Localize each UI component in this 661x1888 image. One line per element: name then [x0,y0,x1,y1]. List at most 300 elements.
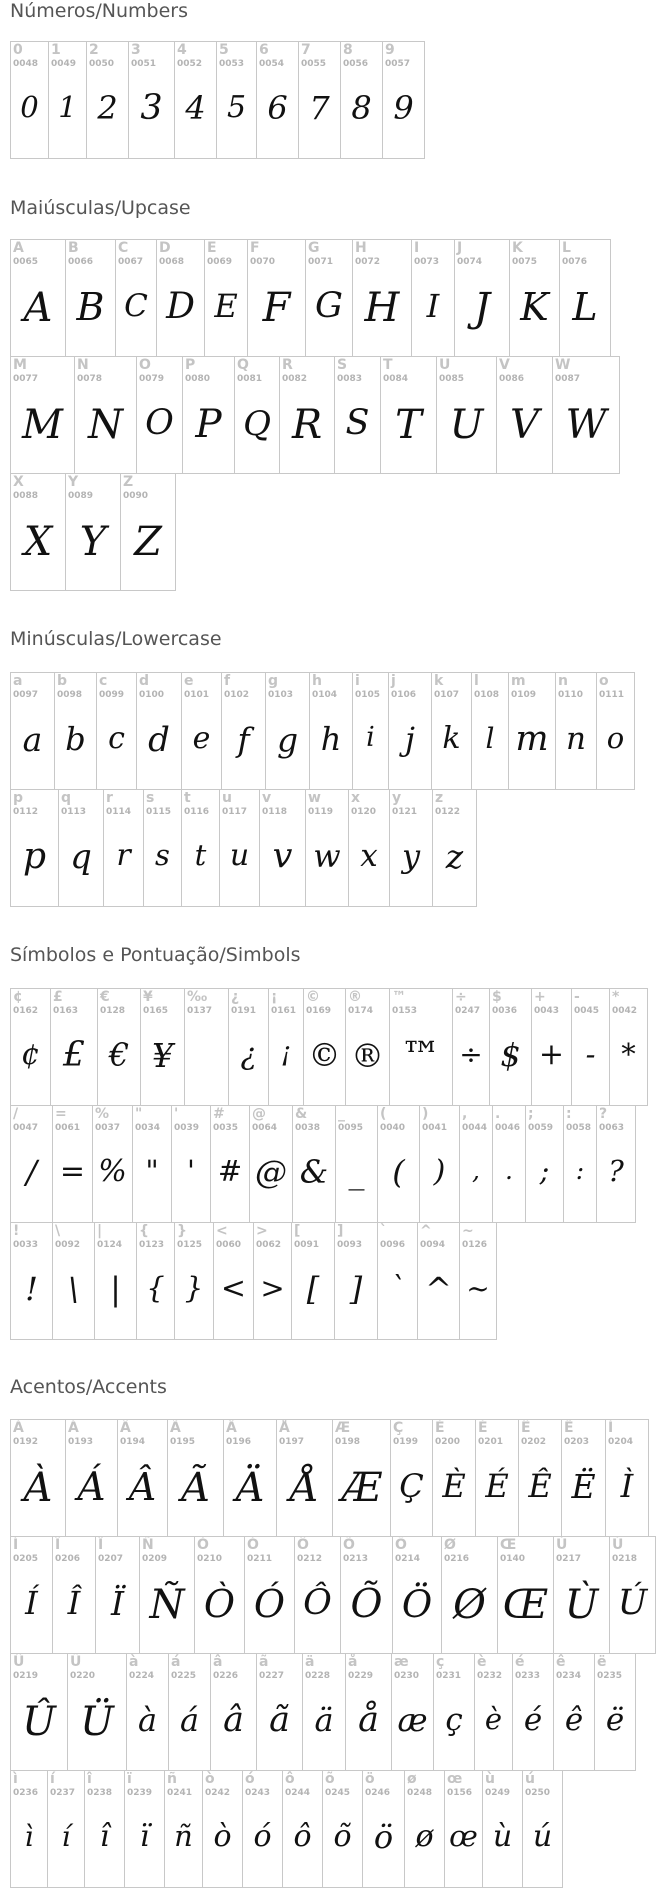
glyph-code-label: 0073 [414,257,440,267]
glyph-code-label: 0058 [566,1123,592,1133]
glyph-sample: Â [128,1465,157,1509]
glyph-char-label: à [129,1654,139,1670]
glyph-code-label: 0211 [247,1554,273,1564]
glyph-code-label: 0105 [355,690,381,700]
glyph-cell [390,1419,433,1537]
glyph-sample: Ï [110,1584,125,1623]
glyph-code-label: 0095 [338,1123,364,1133]
glyph-sample: # [217,1154,243,1188]
glyph-cell [174,41,217,159]
glyph-char-label: â [213,1654,223,1670]
glyph-cell [48,41,87,159]
glyph-sample: \ [68,1270,79,1308]
glyph-sample: æ [397,1701,428,1739]
glyph-code-label: 0115 [146,807,172,817]
glyph-sample: 9 [393,89,414,127]
glyph-char-label: Ò [197,1537,209,1553]
glyph-sample: ñ [174,1819,193,1853]
glyph-cell [86,41,129,159]
glyph-sample: 2 [97,89,118,127]
glyph-code-label: 0235 [597,1671,623,1681]
glyph-cell [210,1653,257,1771]
glyph-char-label: Í [13,1537,19,1553]
glyph-sample: å [358,1700,379,1740]
glyph-sample: @ [255,1153,287,1191]
glyph-sample: } [184,1271,204,1305]
glyph-sample: Á [77,1465,106,1510]
glyph-sample: Ç [399,1467,424,1505]
glyph-cell [389,988,453,1106]
glyph-char-label: * [612,989,620,1005]
glyph-code-label: 0227 [259,1671,285,1681]
glyph-cell [65,473,121,591]
glyph-code-label: 0218 [612,1554,638,1564]
glyph-sample: P [195,402,222,447]
glyph-code-label: 0045 [574,1006,600,1016]
glyph-cell [596,1105,636,1223]
glyph-code-label: 0063 [599,1123,625,1133]
glyph-sample: Î [67,1584,81,1622]
glyph-sample: t [194,838,207,872]
glyph-code-label: 0236 [13,1788,39,1798]
glyph-char-label: É [478,1420,488,1436]
glyph-cell [74,356,137,474]
glyph-cell [139,1536,195,1654]
glyph-sample: ì [24,1820,34,1853]
glyph-cell [332,1419,391,1537]
glyph-cell [10,473,66,591]
glyph-code-label: 0210 [197,1554,223,1564]
glyph-char-label: ù [485,1771,495,1787]
glyph-sample: ä [314,1701,334,1739]
glyph-code-label: 0053 [219,59,245,69]
glyph-code-label: 0217 [556,1554,582,1564]
glyph-cell [362,1770,405,1888]
glyph-cell [103,789,144,907]
glyph-char-label: 1 [51,42,61,58]
glyph-code-label: 0219 [13,1671,39,1681]
glyph-cell [432,789,477,907]
glyph-char-label: J [457,240,463,256]
section-title-numbers: Números/Numbers [10,0,188,22]
glyph-sample: 3 [140,88,163,128]
glyph-sample: q [70,837,92,877]
glyph-cell [52,1222,95,1340]
glyph-cell [441,1536,498,1654]
glyph-code-label: 0196 [226,1437,252,1447]
glyph-code-label: 0216 [444,1554,470,1564]
glyph-char-label: 5 [219,42,229,58]
glyph-code-label: 0231 [436,1671,462,1681]
glyph-sample: Ê [528,1467,552,1505]
glyph-char-label: - [574,989,580,1005]
glyph-cell [242,1770,283,1888]
glyph-cell [124,1770,165,1888]
glyph-sample: o [606,721,625,755]
glyph-cell [52,1536,96,1654]
glyph-sample: 6 [267,89,288,127]
glyph-code-label: 0192 [13,1437,39,1447]
glyph-char-label: P [185,357,196,373]
glyph-cell [340,41,383,159]
glyph-sample: Æ [341,1465,382,1511]
glyph-sample: Ü [80,1699,114,1745]
glyph-char-label: ® [348,989,362,1005]
glyph-code-label: 0048 [13,59,39,69]
glyph-code-label: 0199 [393,1437,419,1447]
glyph-code-label: 0080 [185,374,211,384]
glyph-sample: d [148,720,170,760]
glyph-char-label: K [512,240,523,256]
glyph-code-label: 0081 [237,374,263,384]
glyph-sample: Ä [235,1465,265,1511]
glyph-sample: ù [492,1819,513,1854]
glyph-sample: õ [333,1819,352,1854]
glyph-sample: ø [415,1819,434,1854]
glyph-char-label: æ [394,1654,409,1670]
glyph-sample: ï [139,1819,150,1854]
glyph-char-label: ø [407,1771,417,1787]
glyph-char-label: ! [13,1223,20,1239]
glyph-cell [380,356,437,474]
glyph-char-label: Ù [556,1537,568,1553]
glyph-char-label: ‰ [187,989,208,1005]
glyph-cell [47,1770,85,1888]
glyph-cell [136,356,183,474]
glyph-cell [194,1536,245,1654]
glyph-char-label: Ï [98,1537,104,1553]
glyph-code-label: 0107 [434,690,460,700]
glyph-cell [334,1222,378,1340]
glyph-cell [10,988,51,1106]
glyph-cell [256,1653,303,1771]
glyph-cell [268,988,304,1106]
glyph-sample: $ [500,1036,521,1074]
glyph-sample: + [538,1037,565,1072]
glyph-char-label: ( [380,1106,387,1122]
glyph-char-label: ) [422,1106,429,1122]
glyph-cell [431,672,472,790]
glyph-cell [417,1222,460,1340]
glyph-char-label: | [97,1223,103,1239]
glyph-sample: O [145,403,174,443]
glyph-char-label: & [295,1106,308,1122]
glyph-char-label: : [566,1106,572,1122]
glyph-code-label: 0055 [301,59,327,69]
glyph-char-label: ' [174,1106,179,1122]
glyph-char-label: } [177,1223,187,1239]
glyph-cell [305,239,353,357]
glyph-sample: € [108,1036,130,1074]
glyph-cell [509,239,560,357]
glyph-char-label: h [312,673,322,689]
glyph-char-label: L [562,240,571,256]
glyph-char-label: Ü [70,1654,82,1670]
glyph-sample: Ò [203,1582,236,1626]
glyph-cell [10,41,49,159]
glyph-char-label: V [499,357,510,373]
glyph-char-label: , [462,1106,468,1122]
glyph-sample: ? [608,1154,624,1188]
glyph-cell [181,789,220,907]
glyph-char-label: ë [597,1654,607,1670]
glyph-char-label: u [222,790,232,806]
glyph-char-label: Á [68,1420,79,1436]
glyph-cell [10,672,55,790]
glyph-char-label: w [308,790,321,806]
glyph-code-label: 0113 [61,807,87,817]
glyph-char-label: ò [205,1771,215,1787]
glyph-char-label: 7 [301,42,311,58]
glyph-char-label: m [511,673,526,689]
glyph-char-label: I [414,240,420,256]
glyph-code-label: 0084 [383,374,409,384]
glyph-sample: À [23,1465,53,1511]
glyph-cell [553,1536,610,1654]
glyph-cell [132,1105,172,1223]
glyph-cell [452,988,490,1106]
glyph-sample: w [313,837,341,875]
glyph-sample: ê [564,1702,584,1738]
glyph-sample: / [26,1153,37,1191]
glyph-cell [433,1653,475,1771]
glyph-cell [276,1419,333,1537]
glyph-sample: Í [25,1584,38,1622]
glyph-cell [404,1770,445,1888]
glyph-char-label: k [434,673,444,689]
glyph-code-label: 0119 [308,807,334,817]
glyph-cell [97,988,141,1106]
glyph-char-label: W [555,357,571,373]
glyph-char-label: R [282,357,293,373]
glyph-cell [259,789,306,907]
glyph-code-label: 0123 [139,1240,165,1250]
glyph-code-label: 0153 [392,1006,418,1016]
glyph-char-label: ` [380,1223,387,1239]
glyph-cell [322,1770,363,1888]
glyph-code-label: 0126 [462,1240,488,1250]
glyph-char-label: ÷ [455,989,467,1005]
glyph-char-label: ~ [462,1223,474,1239]
glyph-code-label: 0194 [120,1437,146,1447]
glyph-sample: m [515,719,549,759]
glyph-cell [54,672,97,790]
glyph-cell [253,1222,292,1340]
glyph-code-label: 0104 [312,690,338,700]
glyph-sample: " [145,1154,159,1188]
glyph-cell [10,356,75,474]
glyph-cell [10,789,59,907]
glyph-cell [559,239,611,357]
glyph-sample: Œ [502,1582,549,1628]
glyph-cell [65,1419,118,1537]
glyph-code-label: 0165 [143,1006,169,1016]
glyph-sample: N [88,402,123,448]
glyph-sample: b [65,720,86,758]
glyph-char-label: ç [436,1654,445,1670]
glyph-char-label: s [146,790,155,806]
glyph-cell [392,1536,442,1654]
glyph-cell [204,239,248,357]
glyph-char-label: S [337,357,348,373]
glyph-cell [247,239,306,357]
glyph-char-label: H [355,240,367,256]
glyph-sample: È [442,1467,466,1505]
glyph-code-label: 0206 [55,1554,81,1564]
glyph-char-label: r [106,790,113,806]
glyph-code-label: 0037 [95,1123,121,1133]
glyph-sample: U [449,402,484,448]
glyph-sample: Ñ [149,1582,185,1628]
glyph-sample: É [485,1467,509,1505]
glyph-sample: v [272,836,293,876]
glyph-sample: ( [392,1153,405,1191]
glyph-char-label: Ñ [142,1537,154,1553]
glyph-sample: % [98,1154,127,1189]
glyph-code-label: 0043 [534,1006,560,1016]
glyph-cell [256,41,299,159]
glyph-char-label: ï [127,1771,132,1787]
glyph-sample: ¿ [240,1037,257,1072]
glyph-code-label: 0054 [259,59,285,69]
glyph-cell [136,672,182,790]
glyph-sample: g [276,720,299,759]
glyph-code-label: 0214 [395,1554,421,1564]
glyph-code-label: 0103 [268,690,294,700]
glyph-sample: í [61,1820,71,1853]
glyph-code-label: 0098 [57,690,83,700]
glyph-code-label: 0057 [385,59,411,69]
glyph-code-label: 0102 [224,690,250,700]
glyph-char-label: õ [325,1771,335,1787]
glyph-code-label: 0247 [455,1006,481,1016]
glyph-char-label: ] [337,1223,344,1239]
glyph-char-label: Z [123,474,134,490]
glyph-code-label: 0128 [100,1006,126,1016]
section-title-symbols: Símbolos e Pontuação/Simbols [10,944,301,966]
glyph-cell [459,1222,497,1340]
glyph-char-label: À [13,1420,24,1436]
glyph-code-label: 0122 [435,807,461,817]
glyph-cell [596,672,635,790]
glyph-code-label: 0106 [391,690,417,700]
glyph-code-label: 0035 [213,1123,239,1133]
glyph-code-label: 0241 [167,1788,193,1798]
glyph-sample: z [445,837,464,876]
glyph-code-label: 0246 [365,1788,391,1798]
glyph-char-label: M [13,357,27,373]
glyph-sample: Y [79,519,107,565]
glyph-cell [265,672,310,790]
glyph-code-label: 0197 [279,1437,305,1447]
glyph-code-label: 0209 [142,1554,168,1564]
glyph-code-label: 0121 [392,807,418,817]
glyph-code-label: 0114 [106,807,132,817]
glyph-cell [508,672,556,790]
glyph-code-label: 0137 [187,1006,213,1016]
glyph-code-label: 0233 [515,1671,541,1681]
glyph-sample: = [59,1154,86,1189]
glyph-code-label: 0205 [13,1554,39,1564]
glyph-code-label: 0056 [343,59,369,69]
glyph-sample: C [124,288,148,324]
glyph-code-label: 0086 [499,374,525,384]
glyph-char-label: £ [53,989,63,1005]
glyph-cell [459,1105,493,1223]
glyph-cell [171,1105,211,1223]
glyph-sample: - [585,1037,596,1071]
section-title-accents: Acentos/Accents [10,1376,167,1398]
section-title-upcase: Maiúsculas/Upcase [10,197,191,219]
glyph-char-label: Ã [170,1420,181,1436]
glyph-code-label: 0097 [13,690,39,700]
glyph-sample: Ú [617,1583,648,1623]
glyph-sample: M [22,402,63,448]
glyph-cell [210,1105,250,1223]
glyph-sample: A [23,285,53,331]
glyph-cell [140,988,185,1106]
glyph-cell [94,1222,137,1340]
glyph-cell [303,988,346,1106]
glyph-char-label: t [184,790,191,806]
glyph-char-label: Ô [297,1537,309,1553]
glyph-code-label: 0062 [256,1240,282,1250]
glyph-char-label: Ú [612,1537,624,1553]
glyph-cell [291,1222,335,1340]
glyph-code-label: 0248 [407,1788,433,1798]
glyph-char-label: [ [294,1223,301,1239]
glyph-char-label: ¿ [231,989,240,1005]
glyph-code-label: 0220 [70,1671,96,1681]
glyph-sample: X [23,519,53,565]
glyph-code-label: 0046 [495,1123,521,1133]
glyph-code-label: 0072 [355,257,381,267]
glyph-char-label: Q [237,357,249,373]
glyph-char-label: X [13,474,24,490]
glyph-sample: © [308,1036,341,1074]
glyph-cell [58,789,104,907]
glyph-code-label: 0125 [177,1240,203,1250]
glyph-cell [377,1222,418,1340]
glyph-code-label: 0163 [53,1006,79,1016]
glyph-code-label: 0230 [394,1671,420,1681]
glyph-sample: è [484,1702,503,1736]
glyph-cell [305,789,349,907]
glyph-cell [496,356,553,474]
glyph-code-label: 0036 [492,1006,518,1016]
glyph-cell [10,239,66,357]
glyph-cell [126,1653,169,1771]
glyph-sample: c [108,721,125,756]
glyph-cell [563,1105,597,1223]
glyph-char-label: n [558,673,568,689]
glyph-cell [174,1222,214,1340]
glyph-cell [531,988,572,1106]
glyph-code-label: 0212 [297,1554,323,1564]
glyph-char-label: Ë [564,1420,574,1436]
glyph-sample: I [426,287,440,325]
glyph-sample: á [179,1701,200,1739]
glyph-cell [92,1105,133,1223]
glyph-code-label: 0052 [177,59,203,69]
glyph-char-label: í [50,1771,55,1787]
glyph-char-label: c [99,673,108,689]
glyph-code-label: 0200 [435,1437,461,1447]
glyph-cell [432,1419,476,1537]
glyph-cell [497,1536,554,1654]
glyph-sample: Ì [620,1467,634,1505]
glyph-cell [292,1105,336,1223]
